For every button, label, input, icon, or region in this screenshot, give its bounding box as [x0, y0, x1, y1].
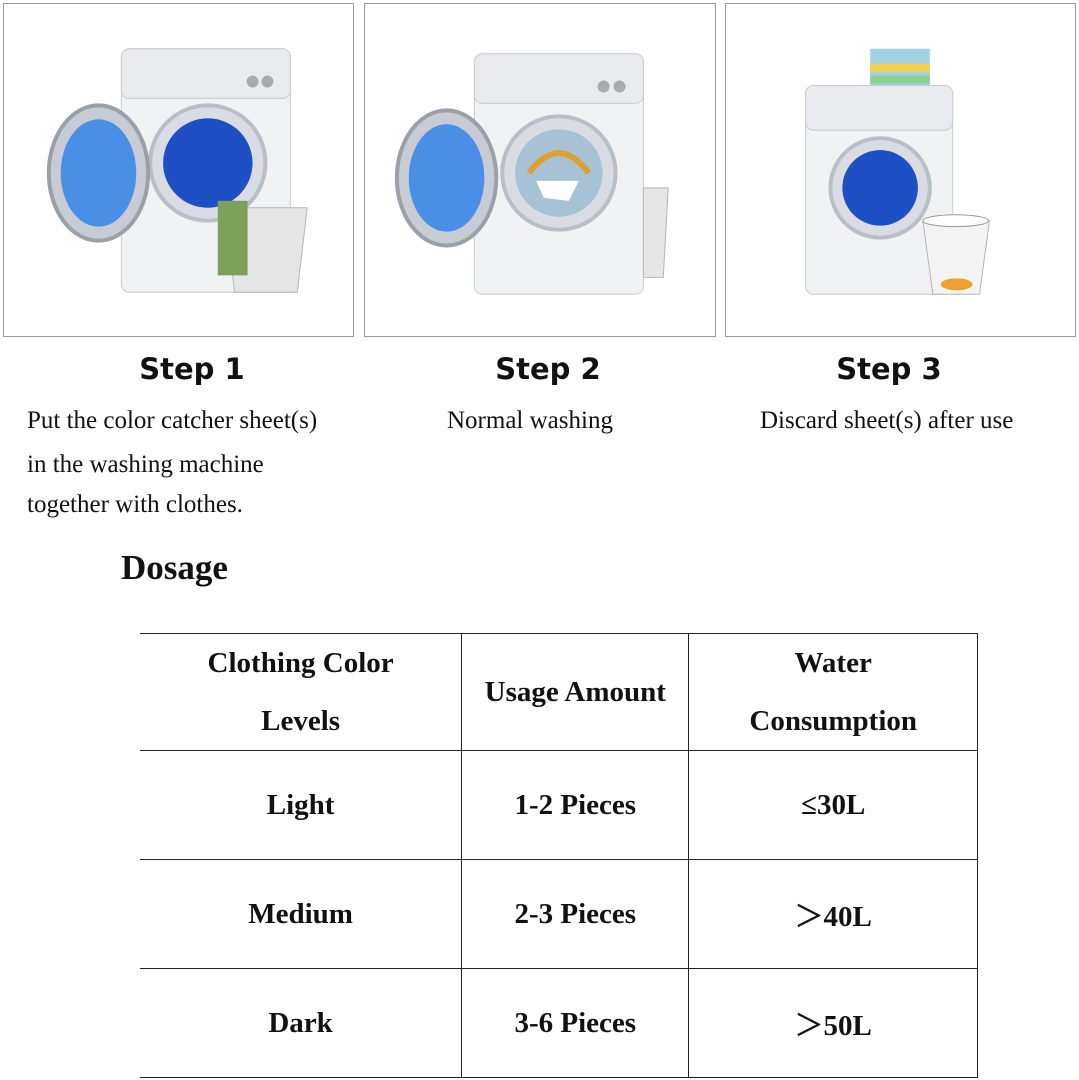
cell-level: Light — [140, 751, 462, 860]
step-2-illustration — [364, 3, 716, 337]
cell-water: ≤30L — [689, 751, 978, 860]
dosage-heading: Dosage — [121, 548, 228, 587]
cell-usage: 2-3 Pieces — [462, 860, 689, 969]
cell-level: Medium — [140, 860, 462, 969]
step-1-illustration — [3, 3, 354, 337]
cell-level: Dark — [140, 969, 462, 1078]
desc-line: in the washing machine — [27, 451, 264, 478]
cell-water: ＞40L — [689, 860, 978, 969]
desc-line: Put the color catcher sheet(s) — [27, 407, 318, 434]
cell-water: ＞50L — [689, 969, 978, 1078]
step-2-title: Step 2 — [495, 352, 601, 386]
step-1-description — [27, 401, 317, 525]
header-usage-amount: Usage Amount — [462, 634, 689, 751]
table-row — [140, 751, 978, 860]
table-row — [140, 860, 978, 969]
step-3-illustration — [725, 3, 1076, 337]
step-3-title: Step 3 — [836, 352, 942, 386]
cell-usage: 3-6 Pieces — [462, 969, 689, 1078]
cell-usage: 1-2 Pieces — [462, 751, 689, 860]
table-header-row — [140, 634, 978, 751]
step-3-description: Discard sheet(s) after use — [760, 407, 1014, 434]
used-sheet-icon — [941, 278, 973, 290]
step-2-description: Normal washing — [447, 407, 613, 434]
desc-line: together with clothes. — [27, 491, 243, 518]
header-water-consumption: Water Consumption — [689, 634, 978, 751]
step-1-title: Step 1 — [139, 352, 245, 386]
clothes-icon — [218, 201, 248, 276]
dosage-table — [140, 633, 978, 1078]
table-row — [140, 969, 978, 1078]
header-color-levels: Clothing Color Levels — [140, 634, 462, 751]
